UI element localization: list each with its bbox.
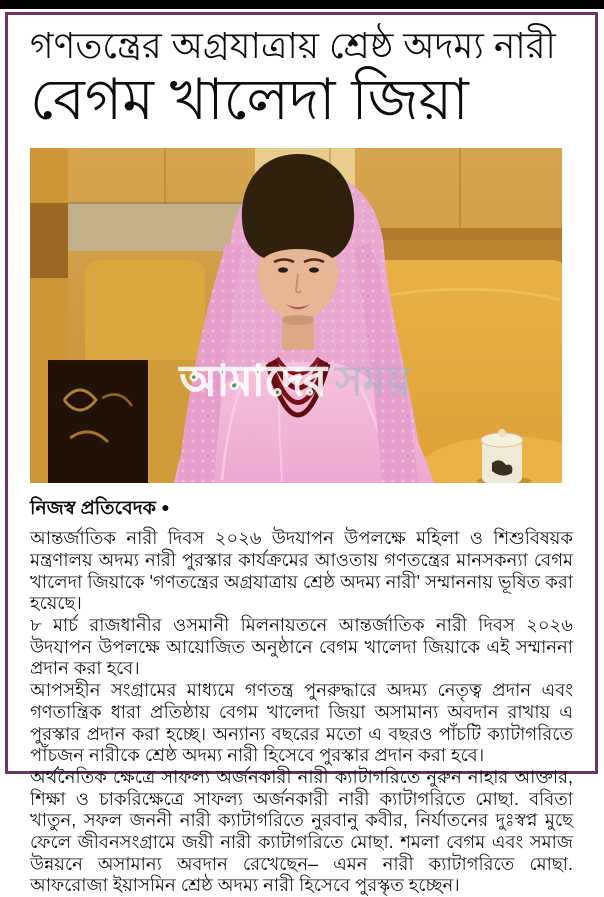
paragraph-3: আপসহীন সংগ্রামের মাধ্যমে গণতন্ত্র পুনরুদ্ধারে অদম্য নেতৃত্ব প্রদান এবং গণতান্ত্রিক ধারা প্রতিষ্ঠায় বেগম খালেদা জিয়া অসামান্য অবদান রাখায় এ পুরস্কার প্রদান করা হচ্ছে। অন্যান্য বছরের মতো এ বছরও পাঁচটি ক্যাটাগরিতে পাঁচজন নারীকে শ্রেষ্ঠ অদম্য নারী হিসেবে পুরস্কার প্রদান করা হবে। (30, 680, 573, 766)
main-headline: বেগম খালেদা জিয়া (30, 68, 469, 133)
article-content (8, 15, 595, 897)
watermark-text-primary: আমাদের (180, 357, 327, 405)
hair (242, 154, 354, 258)
photo-illustration (30, 148, 562, 483)
article-body (30, 528, 573, 897)
paragraph-4: অর্থনৈতিক ক্ষেত্রে সাফল্য অর্জনকারী নারী ক্যাটাগরিতে নুরুন নাহার আক্তার, শিক্ষা ও চাকরিক্ষেত্রে সাফল্য অর্জনকারী নারী ক্যাটাগরিতে মোছা. ববিতা খাতুন, সফল জননী নারী ক্যাটাগরিতে নুরবানু কবীর, নির্যাতনের দুঃস্বপ্ন মুছে ফেলে জীবনসংগ্রামে জয়ী নারী ক্যাটাগরিতে মোছা. শমলা বেগম এবং সমাজ উন্নয়নে অসামান্য অবদান রেখেছেন– এমন নারী ক্যাটাগরিতে মোছা. আফরোজা ইয়াসমিন শ্রেষ্ঠ অদম্য নারী হিসেবে পুরস্কৃত হচ্ছেন। (30, 766, 573, 896)
top-black-strip (0, 0, 604, 9)
photo-watermark (178, 357, 412, 404)
dark-carved-chair (48, 360, 148, 483)
paragraph-1: আন্তর্জাতিক নারী দিবস ২০২৬ উদযাপন উপলক্ষে মহিলা ও শিশুবিষয়ক মন্ত্রণালয় অদম্য নারী পুরস্কার কার্যক্রমের আওতায় গণতন্ত্রের মানসকন্যা বেগম খালেদা জিয়াকে 'গণতন্ত্রের অগ্রযাত্রায় শ্রেষ্ঠ অদম্য নারী' সম্মাননায় ভূষিত করা হয়েছে। (30, 528, 573, 614)
byline (30, 494, 575, 526)
byline-bullet-icon: ● (161, 499, 170, 516)
article-frame (5, 12, 598, 896)
watermark-text-secondary: সময় (335, 357, 411, 405)
article-photo (30, 148, 562, 483)
byline-label: নিজস্ব প্রতিবেদক (30, 498, 156, 520)
kicker-headline: গণতন্ত্রের অগ্রযাত্রায় শ্রেষ্ঠ অদম্য নারী (30, 25, 556, 66)
paragraph-2: ৮ মার্চ রাজধানীর ওসমানী মিলনায়তনে আন্তর্জাতিক নারী দিবস ২০২৬ উদযাপন উপলক্ষে আয়োজিত অনুষ্ঠানে বেগম খালেদা জিয়াকে এই সম্মাননা প্রদান করা হবে। (30, 615, 573, 679)
